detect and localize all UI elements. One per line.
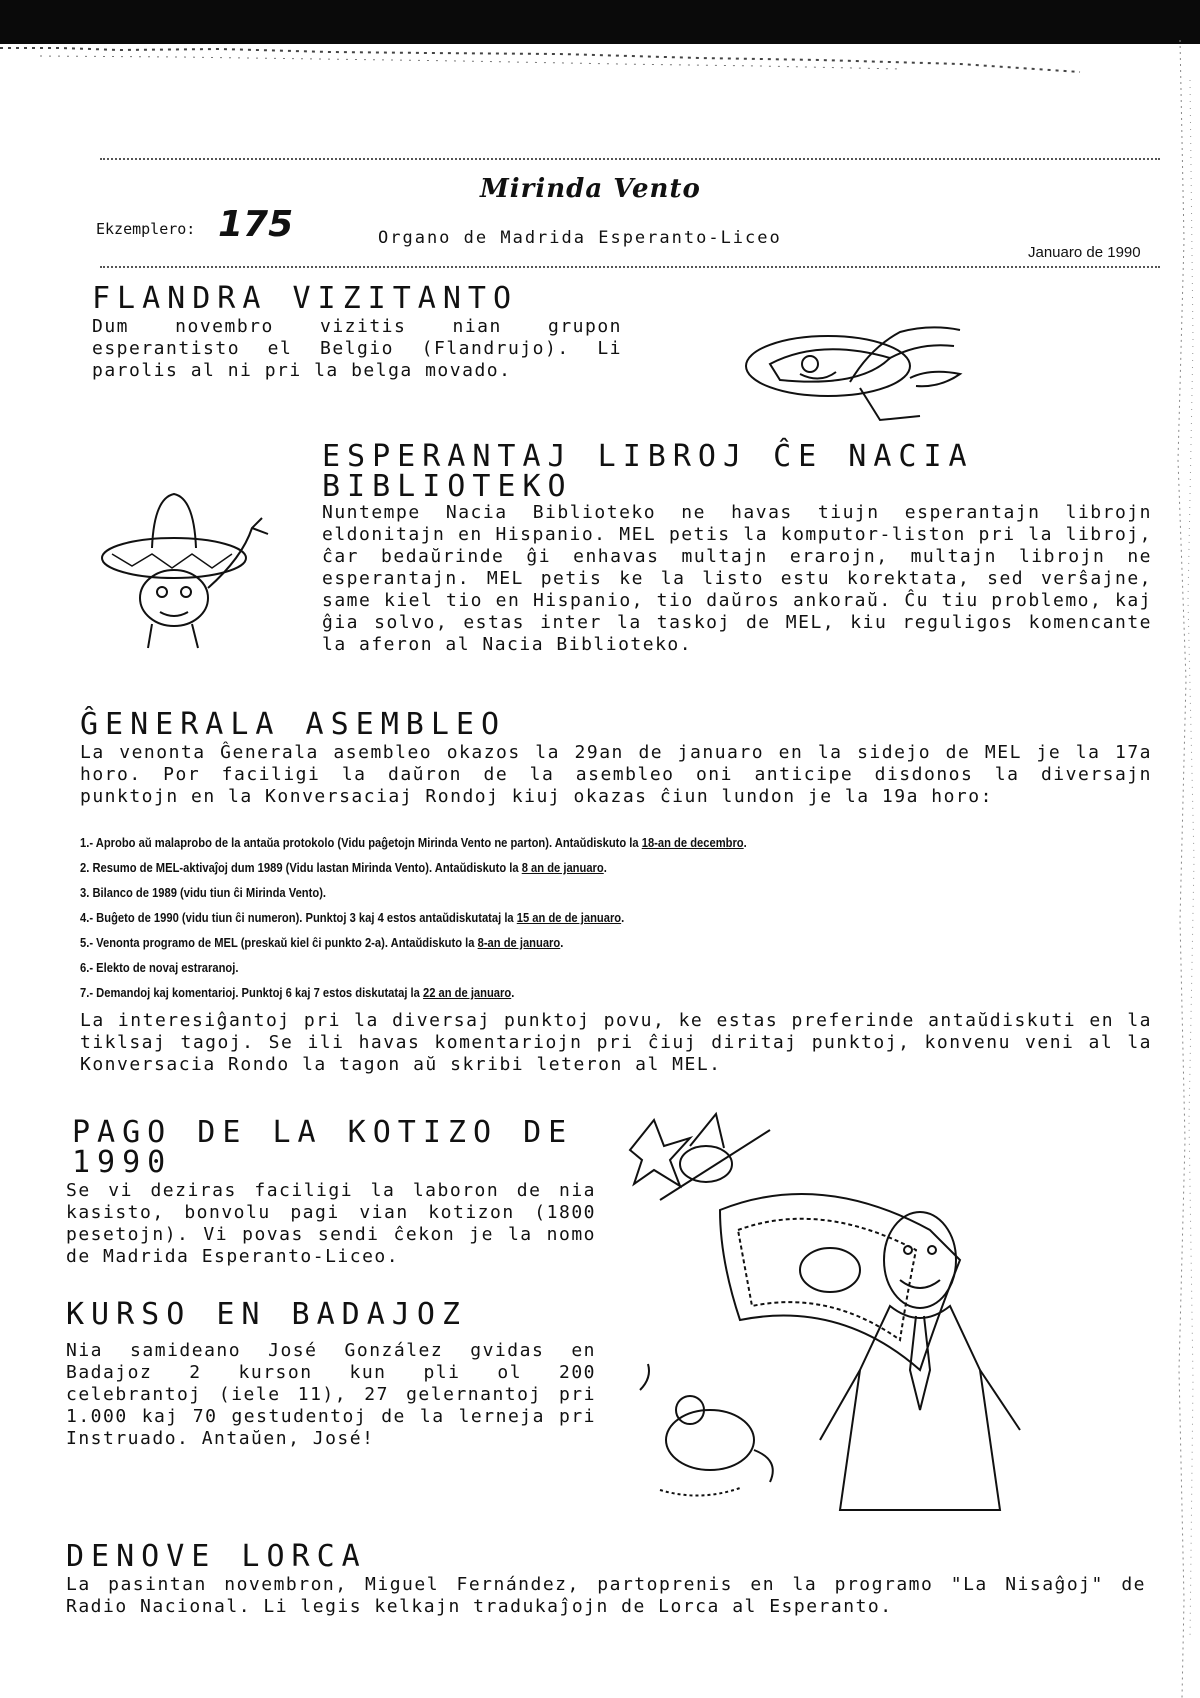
heading-pago: PAGO DE LA KOTIZO DE 1990 — [72, 1115, 574, 1180]
agenda-item — [80, 930, 1002, 955]
agenda-item — [80, 980, 1002, 1005]
agenda-item — [80, 880, 1002, 905]
article-flandra-body: Dum novembro vizitis nian grupon esperantisto el Belgio (Flandrujo). Li parolis al ni pri la belga movado. — [92, 316, 622, 381]
agenda-item-number: 5.- — [80, 935, 94, 950]
article-denove-body: La pasintan novembron, Miguel Fernández, partoprenis en la programo "La Nisaĝoj" de Radio Nacional. Li legis kelkajn tradukaĵojn de Lorca al Esperanto. — [66, 1574, 1146, 1617]
agenda-item-end: . — [603, 860, 607, 875]
article-kurso-body: Nia samideano José González gvidas en Badajoz 2 kurson kun pli ol 200 celebrantoj (iele 11), 27 gelernantoj pri 1.000 kaj 70 gestudentoj de la lerneja pri Instruado. Antaŭen, José! — [66, 1340, 596, 1449]
asembleo-closing: La interesiĝantoj pri la diversaj punktoj povu, ke estas preferinde antaŭdiskuti en la tiklsaj tagoj. Se ili havas komentariojn pri ĉiuj diritaj punktoj, konvenu veni al la Konversacia Rondo la tagon aŭ skribi leteron al MEL. — [80, 1010, 1152, 1075]
heading-flandra: FLANDRA VIZITANTO — [92, 281, 519, 316]
heading-asembleo: ĜENERALA ASEMBLEO — [80, 707, 507, 742]
issue-date: Januaro de 1990 — [1028, 244, 1141, 261]
agenda-item-number: 3. — [80, 885, 90, 900]
sombrero-character-illustration — [92, 488, 292, 658]
banknote-man-illustration — [620, 1110, 1100, 1530]
agenda-item-text: Buĝeto de 1990 (vidu tiun ĉi numeron). Punktoj 3 kaj 4 estos antaŭdiskutataj la — [96, 910, 517, 925]
issue-number: 175 — [218, 204, 294, 245]
masthead-organ: Organo de Madrida Esperanto-Liceo — [378, 228, 782, 248]
agenda-list — [80, 830, 1152, 1005]
agenda-item-end: . — [743, 835, 747, 850]
agenda-item-number: 2. — [80, 860, 90, 875]
issue-label: Ekzemplero: — [96, 220, 196, 238]
agenda-item-text: Bilanco de 1989 (vidu tiun ĉi Mirinda Vento). — [92, 885, 327, 900]
agenda-item-text: Elekto de novaj estraranoj. — [96, 960, 239, 975]
agenda-item-date: 8-an de januaro — [477, 935, 561, 950]
agenda-item-text: Aprobo aŭ malaprobo de la antaŭa protokolo (Vidu paĝetojn Mirinda Vento ne parton). Antaŭdiskuto la — [95, 835, 642, 850]
agenda-item-number: 7.- — [80, 985, 94, 1000]
agenda-item-text: Venonta programo de MEL (preskaŭ kiel ĉi punkto 2-a). Antaŭdiskuto la — [96, 935, 478, 950]
agenda-item — [80, 955, 1002, 980]
agenda-item-end: . — [621, 910, 625, 925]
scan-top-noise — [0, 44, 1200, 74]
agenda-item-text: Resumo de MEL-aktivaĵoj dum 1989 (Vidu lastan Mirinda Vento). Antaŭdiskuto la — [92, 860, 522, 875]
agenda-item — [80, 830, 1002, 855]
agenda-item-number: 6.- — [80, 960, 94, 975]
masthead-title: Mirinda Vento — [480, 174, 701, 204]
scan-right-edge — [1160, 40, 1200, 1698]
agenda-item-date: 8 an de januaro — [521, 860, 604, 875]
scan-top-dark-band — [0, 0, 1200, 44]
agenda-item-number: 4.- — [80, 910, 94, 925]
agenda-item-text: Demandoj kaj komentarioj. Punktoj 6 kaj 7 estos diskutataj la — [96, 985, 423, 1000]
article-libroj-body: Nuntempe Nacia Biblioteko ne havas tiujn esperantajn librojn eldonitajn en Hispanio. MEL petis la komputor-liston pri la libroj, ĉar bedaŭrinde ĝi enhavas multajn erarojn, multajn librojn ne esperantajn. MEL petis ke la listo estu korektata, sed verŝajne, same kiel tio en Hispanio, tio daŭros ankoraŭ. Ĉu tiu problemo, kaj ĝia solvo, estas inter la taskoj de MEL, kiu reguligos komencante la aferon al Nacia Biblioteko. — [322, 502, 1152, 655]
agenda-item — [80, 905, 1002, 930]
agenda-item-date: 22 an de januaro — [422, 985, 512, 1000]
heading-libroj: ESPERANTAJ LIBROJ ĈE NACIA BIBLIOTEKO — [322, 439, 974, 504]
flower-pot-illustration — [740, 318, 980, 428]
agenda-item-date: 18-an de decembro — [641, 835, 744, 850]
agenda-item — [80, 855, 1002, 880]
agenda-item-end: . — [560, 935, 564, 950]
agenda-item-number: 1.- — [80, 835, 94, 850]
article-pago-body: Se vi deziras faciligi la laboron de nia kasisto, bonvolu pagi vian kotizon (1800 pesetojn). Vi povas sendi ĉekon je la nomo de Madrida Esperanto-Liceo. — [66, 1180, 596, 1267]
agenda-item-end: . — [511, 985, 515, 1000]
heading-kurso: KURSO EN BADAJOZ — [66, 1297, 467, 1332]
masthead-rule-bottom — [100, 266, 1160, 270]
masthead-rule-top — [100, 158, 1160, 162]
heading-denove: DENOVE LORCA — [66, 1539, 367, 1574]
agenda-item-date: 15 an de de januaro — [516, 910, 622, 925]
asembleo-intro: La venonta Ĝenerala asembleo okazos la 29an de januaro en la sidejo de MEL je la 17a horo. Por faciligi la daŭron de la asembleo oni anticipe disdonos la diversajn punktojn en la Konversaciaj Rondoj kiuj okazas ĉiun lundon je la 19a horo: — [80, 742, 1152, 807]
